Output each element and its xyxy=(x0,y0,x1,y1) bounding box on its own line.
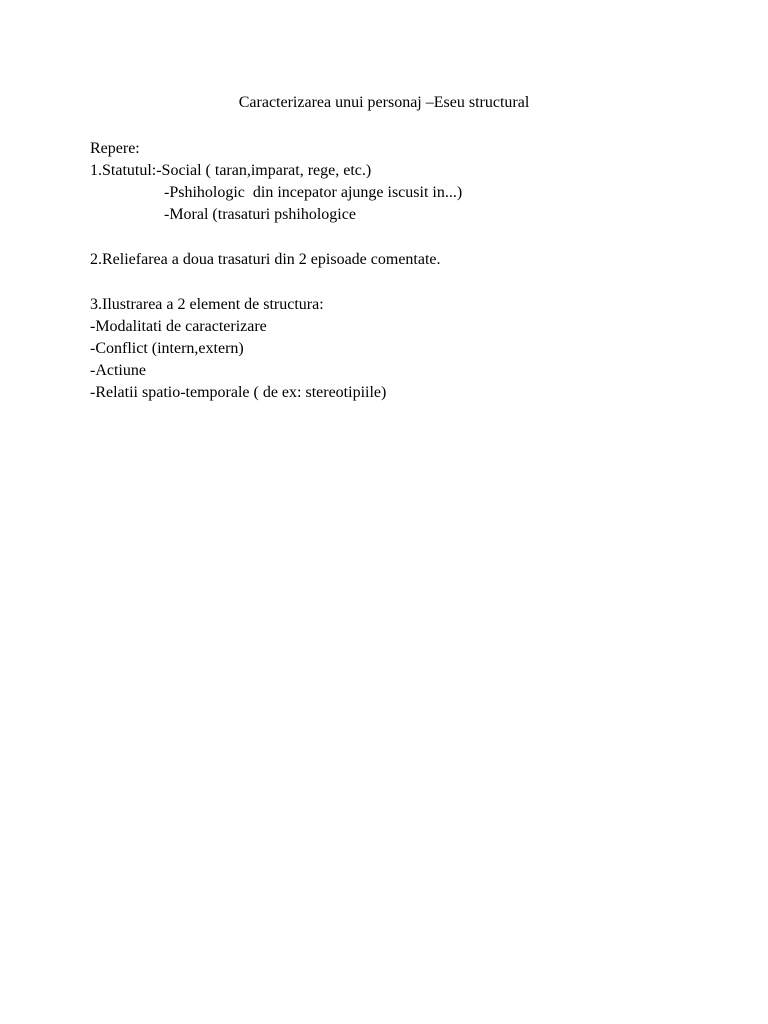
text-line-moral: -Moral (trasaturi pshihologice xyxy=(164,206,356,223)
text-line-relatii: -Relatii spatio-temporale ( de ex: stereotipiile) xyxy=(90,384,387,401)
text-line-repere: Repere: xyxy=(90,140,140,157)
text-line-conflict: -Conflict (intern,extern) xyxy=(90,340,244,357)
text-line-reliefarea: 2.Reliefarea a doua trasaturi din 2 episoade comentate. xyxy=(90,251,441,268)
text-line-ilustrarea: 3.Ilustrarea a 2 element de structura: xyxy=(90,296,324,313)
text-line-actiune: -Actiune xyxy=(90,362,146,379)
text-line-statutul: 1.Statutul:-Social ( taran,imparat, rege, etc.) xyxy=(90,162,372,179)
text-line-pshihologic: -Pshihologic din incepator ajunge iscusit in...) xyxy=(164,184,463,201)
text-line-modalitati: -Modalitati de caracterizare xyxy=(90,318,267,335)
document-title: Caracterizarea unui personaj –Eseu structural xyxy=(238,94,530,111)
